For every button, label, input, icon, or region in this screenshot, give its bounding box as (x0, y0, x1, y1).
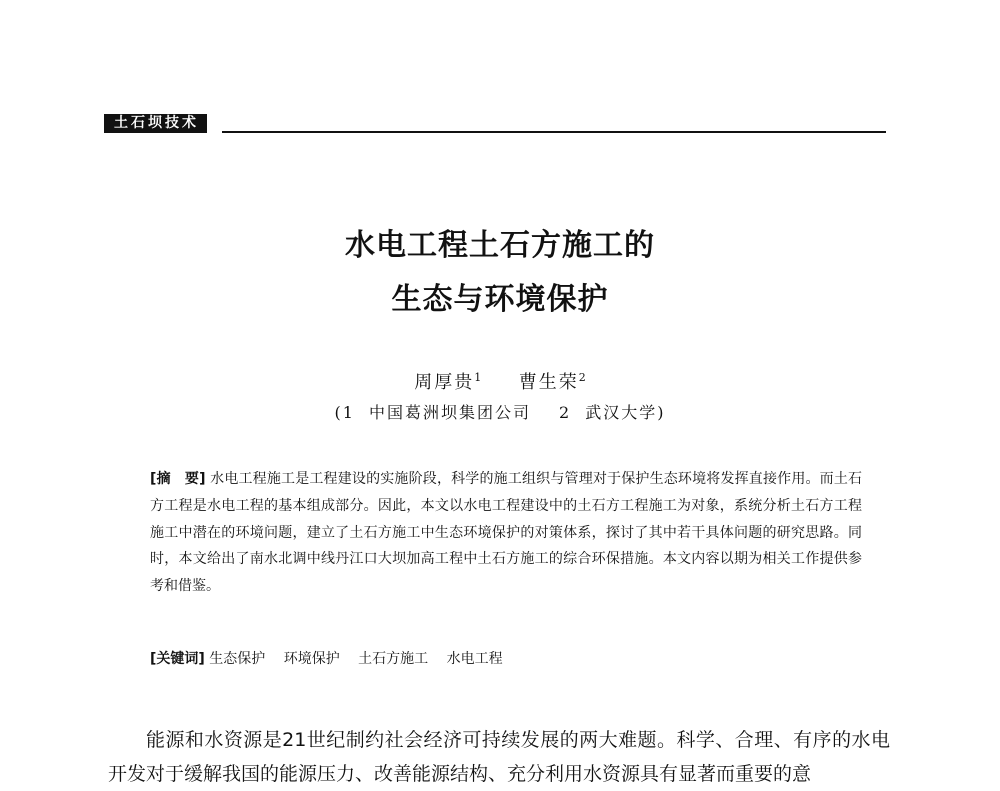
affiliation-name: 中国葛洲坝集团公司 (368, 403, 531, 422)
affiliation-name: 武汉大学 (585, 403, 658, 422)
affiliations: (1 中国葛洲坝集团公司 2 武汉大学) (334, 403, 666, 422)
authors (0, 366, 1000, 395)
keyword: 环境保护 (283, 651, 340, 667)
affiliation-number: 1 (342, 403, 355, 422)
abstract (150, 466, 862, 600)
abstract-text: 水电工程施工是工程建设的实施阶段，科学的施工组织与管理对于保护生态环境将发挥直接作用。而土石方工程是水电工程的基本组成部分。因此，本文以水电工程建设中的土石方工程施工为对象，系统分析土石方工程施工中潜在的环境问题，建立了土石方施工中生态环境保护的对策体系，探讨了其中若干具体问题的研究思路。同时，本文给出了南水北调中线丹江口大坝加高工程中土石方施工的综合环保措施。本文内容以期为相关工作提供参考和借鉴。 (150, 471, 863, 595)
affiliation-number: 2 (559, 403, 572, 422)
keyword: 生态保护 (209, 651, 266, 667)
author-affil-index: 2 (578, 371, 586, 384)
body-paragraph: 能源和水资源是21世纪制约社会经济可持续发展的两大难题。科学、合理、有序的水电开发对于缓解我国的能源压力、改善能源结构、充分利用水资源具有显著而重要的意 (108, 729, 890, 785)
abstract-label: [摘 要] (150, 471, 206, 487)
keywords-label: [关键词] (150, 651, 205, 667)
section-tag: 土石坝技术 (104, 114, 207, 133)
author-affil-index: 1 (474, 371, 482, 384)
title-line-2: 生态与环境保护 (391, 282, 609, 317)
keywords (150, 648, 862, 670)
keyword: 土石方施工 (358, 651, 429, 667)
title-line-1: 水电工程土石方施工的 (345, 228, 655, 263)
author-name: 周厚贵 (414, 372, 475, 393)
keyword: 水电工程 (446, 651, 503, 667)
header-rule (222, 131, 886, 133)
section-header (104, 114, 886, 134)
author-name: 曹生荣 (518, 372, 579, 393)
